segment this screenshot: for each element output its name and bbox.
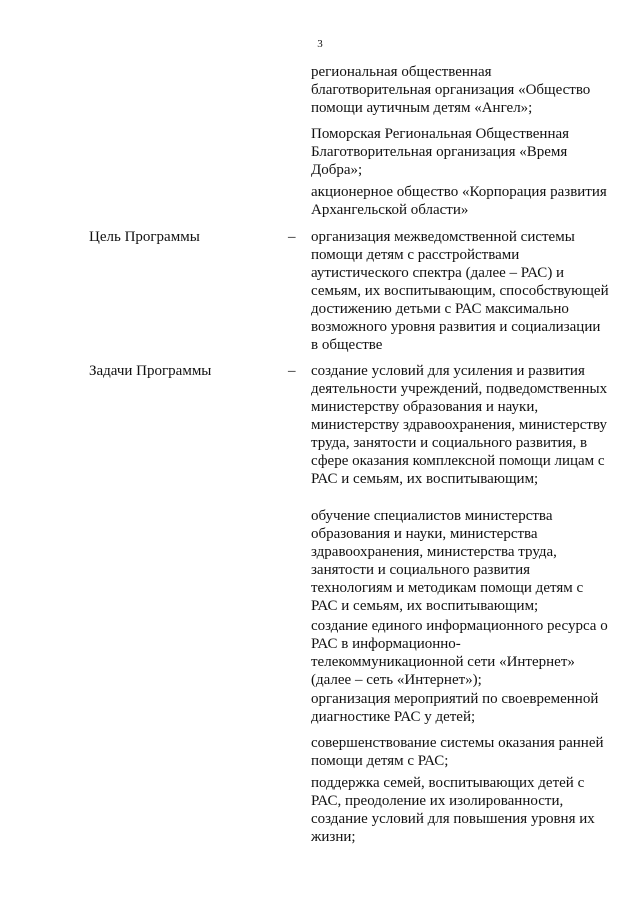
participant-paragraph: Поморская Региональная Общественная Благотворительная организация «Время Добра»;: [311, 126, 570, 178]
task-paragraph: создание условий для усиления и развития деятельности учреждений, подведомственных министерству образования и науки, министерству здравоохранения, министерству труда, занятости и социального развития, в сфере оказания комплексной помощи лицам с РАС и семьям, их воспитывающим;: [311, 363, 608, 487]
tasks-dash: –: [288, 363, 296, 379]
task-paragraph: совершенствование системы оказания ранней помощи детям с РАС;: [311, 735, 604, 769]
participant-paragraph: акционерное общество «Корпорация развития Архангельской области»: [311, 184, 607, 218]
participant-paragraph: региональная общественная благотворительная организация «Общество помощи аутичным детям «Ангел»;: [311, 64, 591, 116]
task-paragraph: обучение специалистов министерства образования и науки, министерства здравоохранения, министерства труда, занятости и социального развития технологиям и методикам помощи детям с РАС и семьям, их воспитывающим;: [311, 508, 584, 614]
task-paragraph: поддержка семей, воспитывающих детей с РАС, преодоление их изолированности, создание условий для повышения уровня их жизни;: [311, 775, 595, 845]
tasks-term: Задачи Программы: [89, 363, 212, 379]
goal-term: Цель Программы: [89, 229, 200, 245]
goal-dash: –: [288, 229, 296, 245]
page-number: 3: [317, 38, 323, 50]
goal-text: организация межведомственной системы помощи детям с расстройствами аутистического спектра (далее – РАС) и семьям, их воспитывающим, способствующей достижению детьми с РАС максимально возможного уровня развития и социализации в обществе: [311, 229, 609, 353]
task-paragraph: организация мероприятий по своевременной диагностике РАС у детей;: [311, 691, 599, 725]
task-paragraph: создание единого информационного ресурса о РАС в информационно-телекоммуникационной сети «Интернет» (далее – сеть «Интернет»);: [311, 618, 608, 688]
